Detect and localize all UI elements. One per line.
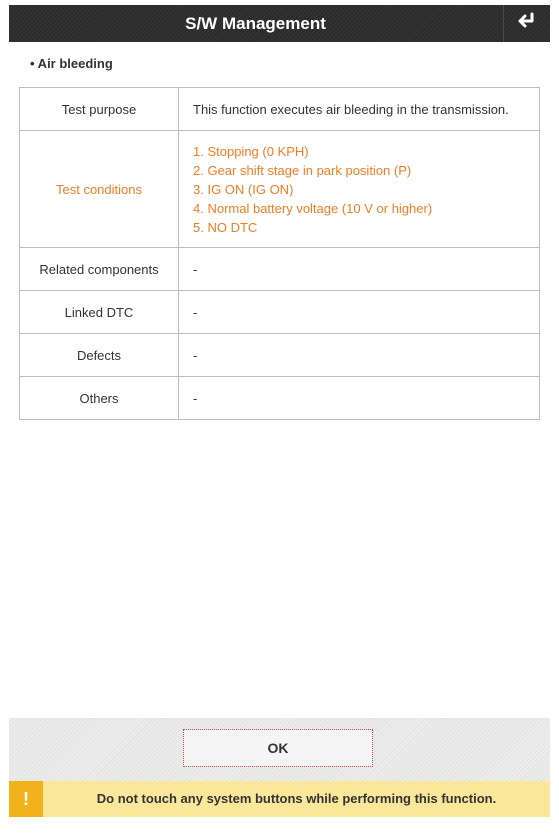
- row-label-test-conditions: Test conditions: [20, 131, 179, 248]
- table-row: [20, 334, 540, 377]
- row-value-test-purpose: This function executes air bleeding in the transmission.: [179, 88, 540, 131]
- row-value-linked-dtc: -: [179, 291, 540, 334]
- row-value-related-components: -: [179, 248, 540, 291]
- section-title: • Air bleeding: [30, 56, 113, 71]
- condition-item: 4. Normal battery voltage (10 V or higher): [193, 200, 433, 216]
- row-label-test-purpose: Test purpose: [20, 88, 179, 131]
- table-row: [20, 291, 540, 334]
- action-bar: [9, 718, 550, 781]
- row-value-others: -: [179, 377, 540, 420]
- condition-item: 1. Stopping (0 KPH): [193, 143, 309, 159]
- title-bar: [9, 5, 550, 42]
- table-row: [20, 131, 540, 248]
- row-label-defects: Defects: [20, 334, 179, 377]
- back-button[interactable]: [503, 5, 550, 42]
- table-row: [20, 88, 540, 131]
- warning-text: Do not touch any system buttons while performing this function.: [96, 791, 497, 806]
- warning-banner: [9, 781, 550, 817]
- page-title: S/W Management: [185, 14, 326, 33]
- warning-icon: !: [9, 781, 43, 817]
- ok-button[interactable]: OK: [183, 729, 373, 767]
- condition-item: 3. IG ON (IG ON): [193, 181, 294, 197]
- row-label-linked-dtc: Linked DTC: [20, 291, 179, 334]
- row-value-test-conditions: [179, 131, 540, 248]
- info-table: [19, 87, 540, 420]
- condition-item: 5. NO DTC: [193, 219, 258, 235]
- table-row: [20, 248, 540, 291]
- row-value-defects: -: [179, 334, 540, 377]
- row-label-others: Others: [20, 377, 179, 420]
- return-arrow-icon: [516, 12, 538, 35]
- table-row: [20, 377, 540, 420]
- row-label-related-components: Related components: [20, 248, 179, 291]
- condition-item: 2. Gear shift stage in park position (P): [193, 162, 412, 178]
